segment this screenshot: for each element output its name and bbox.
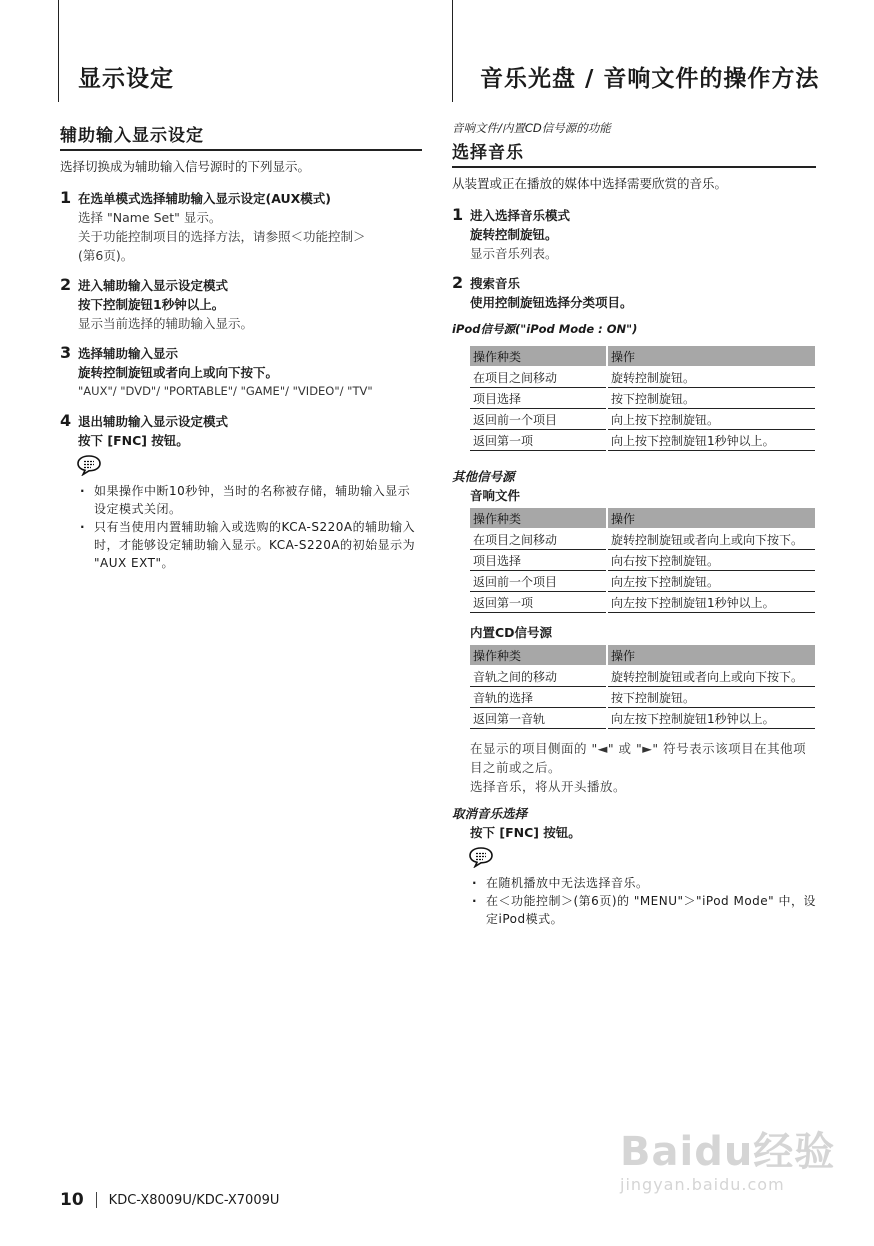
step-title: 退出辅助输入显示设定模式 [78, 414, 229, 429]
note-icon [76, 454, 102, 476]
table-cell: 按下控制旋钮。 [607, 388, 815, 409]
info-line: 选择音乐，将从开头播放。 [470, 779, 627, 794]
table-row [470, 430, 815, 451]
aux-step-2 [60, 275, 422, 333]
ipod-operation-table [470, 346, 815, 451]
step-line: 显示当前选择的辅助输入显示。 [78, 316, 254, 331]
table-row [470, 388, 815, 409]
aux-display-section-title: 辅助输入显示设定 [60, 121, 422, 151]
note-item: · 只有当使用内置辅助输入或选购的KCA-S220A的辅助输入时，才能够设定辅助输入显示。KCA-S220A的初始显示为 "AUX EXT"。 [76, 518, 422, 572]
page-footer [60, 1190, 279, 1210]
note-icon [468, 846, 494, 868]
table-cell: 向上按下控制旋钮1秒钟以上。 [607, 430, 815, 451]
audio-file-operation-table [470, 508, 815, 613]
note-item: · 在＜功能控制＞(第6页)的 "MENU"＞"iPod Mode" 中，设定iPod模式。 [468, 892, 816, 928]
step-line: 显示音乐列表。 [470, 246, 558, 261]
table-row [470, 687, 815, 708]
table-cell: 返回第一项 [470, 430, 607, 451]
table-cell: 在项目之间移动 [470, 367, 607, 388]
function-category: 音响文件/内置CD信号源的功能 [452, 121, 611, 135]
step-number: 2 [452, 273, 464, 292]
table-header: 操作种类 [470, 508, 607, 529]
table-row [470, 367, 815, 388]
step-action: 旋转控制旋钮。 [470, 227, 558, 242]
step-title: 搜索音乐 [470, 276, 521, 291]
step-line: (第6页)。 [78, 248, 134, 263]
aux-step-1 [60, 188, 422, 265]
step-title: 进入辅助输入显示设定模式 [78, 278, 229, 293]
footer-separator [96, 1192, 97, 1208]
table-cell: 旋转控制旋钮或者向上或向下按下。 [607, 529, 815, 550]
watermark-url: jingyan.baidu.com [620, 1175, 785, 1194]
step-line: "AUX"/ "DVD"/ "PORTABLE"/ "GAME"/ "VIDEO"/ "TV" [78, 384, 373, 398]
after-tables-text [452, 739, 816, 796]
step-title: 在选单模式选择辅助输入显示设定(AUX模式) [78, 191, 332, 206]
table-cell: 返回前一个项目 [470, 571, 607, 592]
ipod-source-heading: iPod信号源("iPod Mode : ON") [452, 322, 638, 336]
table-cell: 旋转控制旋钮。 [607, 367, 815, 388]
left-header-rule [58, 0, 59, 102]
cancel-selection-heading: 取消音乐选择 [452, 806, 528, 821]
table-row [470, 708, 815, 729]
table-row [470, 666, 815, 687]
model-number: KDC-X8009U/KDC-X7009U [108, 1192, 280, 1208]
table-header: 操作 [607, 645, 815, 666]
table-cell: 音轨的选择 [470, 687, 607, 708]
table-cell: 向右按下控制旋钮。 [607, 550, 815, 571]
table-row [470, 592, 815, 613]
music-step-2 [452, 273, 816, 312]
step-action: 按下 [FNC] 按钮。 [78, 433, 189, 448]
step-number: 1 [452, 205, 464, 224]
step-action: 按下控制旋钮1秒钟以上。 [78, 297, 225, 312]
right-column [452, 120, 816, 928]
table-row [470, 409, 815, 430]
table-cell: 返回前一个项目 [470, 409, 607, 430]
builtin-cd-heading: 内置CD信号源 [470, 625, 553, 640]
left-column [60, 121, 422, 572]
select-music-intro: 从装置或正在播放的媒体中选择需要欣赏的音乐。 [452, 176, 728, 191]
watermark-logo: Baidu经验 [620, 1129, 836, 1175]
cancel-action: 按下 [FNC] 按钮。 [470, 825, 581, 840]
table-cell: 按下控制旋钮。 [607, 687, 815, 708]
table-cell: 旋转控制旋钮或者向上或向下按下。 [607, 666, 815, 687]
note-item: · 如果操作中断10秒钟，当时的名称被存储，辅助输入显示设定模式关闭。 [76, 482, 422, 518]
select-music-section-title: 选择音乐 [452, 138, 816, 168]
baidu-watermark [620, 1120, 835, 1194]
note-item: · 在随机播放中无法选择音乐。 [468, 874, 816, 892]
table-header: 操作 [607, 508, 815, 529]
table-cell: 项目选择 [470, 388, 607, 409]
table-cell: 项目选择 [470, 550, 607, 571]
table-cell: 向上按下控制旋钮。 [607, 409, 815, 430]
step-line: 关于功能控制项目的选择方法，请参照＜功能控制＞ [78, 229, 366, 244]
table-header: 操作种类 [470, 346, 607, 367]
step-line: 选择 "Name Set" 显示。 [78, 210, 222, 225]
left-page-title: 显示设定 [78, 66, 174, 92]
step-number: 1 [60, 188, 72, 207]
right-header-rule [452, 0, 453, 102]
aux-intro: 选择切换成为辅助输入信号源时的下列显示。 [60, 159, 311, 174]
aux-notes [60, 482, 422, 572]
table-row [470, 529, 815, 550]
music-select-notes [452, 874, 816, 928]
right-page-title: 音乐光盘 / 音响文件的操作方法 [480, 66, 820, 92]
step-action: 旋转控制旋钮或者向上或向下按下。 [78, 365, 279, 380]
table-row [470, 550, 815, 571]
info-line: 在显示的项目侧面的 "◄" 或 "►" 符号表示该项目在其他项目之前或之后。 [470, 741, 807, 775]
step-title: 选择辅助输入显示 [78, 346, 179, 361]
cd-operation-table [470, 645, 815, 729]
other-source-heading: 其他信号源 [452, 469, 515, 484]
table-cell: 返回第一音轨 [470, 708, 607, 729]
table-cell: 在项目之间移动 [470, 529, 607, 550]
table-cell: 向左按下控制旋钮。 [607, 571, 815, 592]
aux-step-4 [60, 411, 422, 450]
table-cell: 向左按下控制旋钮1秒钟以上。 [607, 708, 815, 729]
step-title: 进入选择音乐模式 [470, 208, 571, 223]
audio-file-heading: 音响文件 [470, 488, 521, 503]
aux-step-3 [60, 343, 422, 401]
page-number: 10 [60, 1190, 84, 1210]
table-row [470, 571, 815, 592]
step-number: 2 [60, 275, 72, 294]
step-action: 使用控制旋钮选择分类项目。 [470, 295, 633, 310]
table-cell: 向左按下控制旋钮1秒钟以上。 [607, 592, 815, 613]
step-number: 3 [60, 343, 72, 362]
music-step-1 [452, 205, 816, 263]
table-header: 操作 [607, 346, 815, 367]
table-cell: 返回第一项 [470, 592, 607, 613]
table-cell: 音轨之间的移动 [470, 666, 607, 687]
table-header: 操作种类 [470, 645, 607, 666]
step-number: 4 [60, 411, 72, 430]
